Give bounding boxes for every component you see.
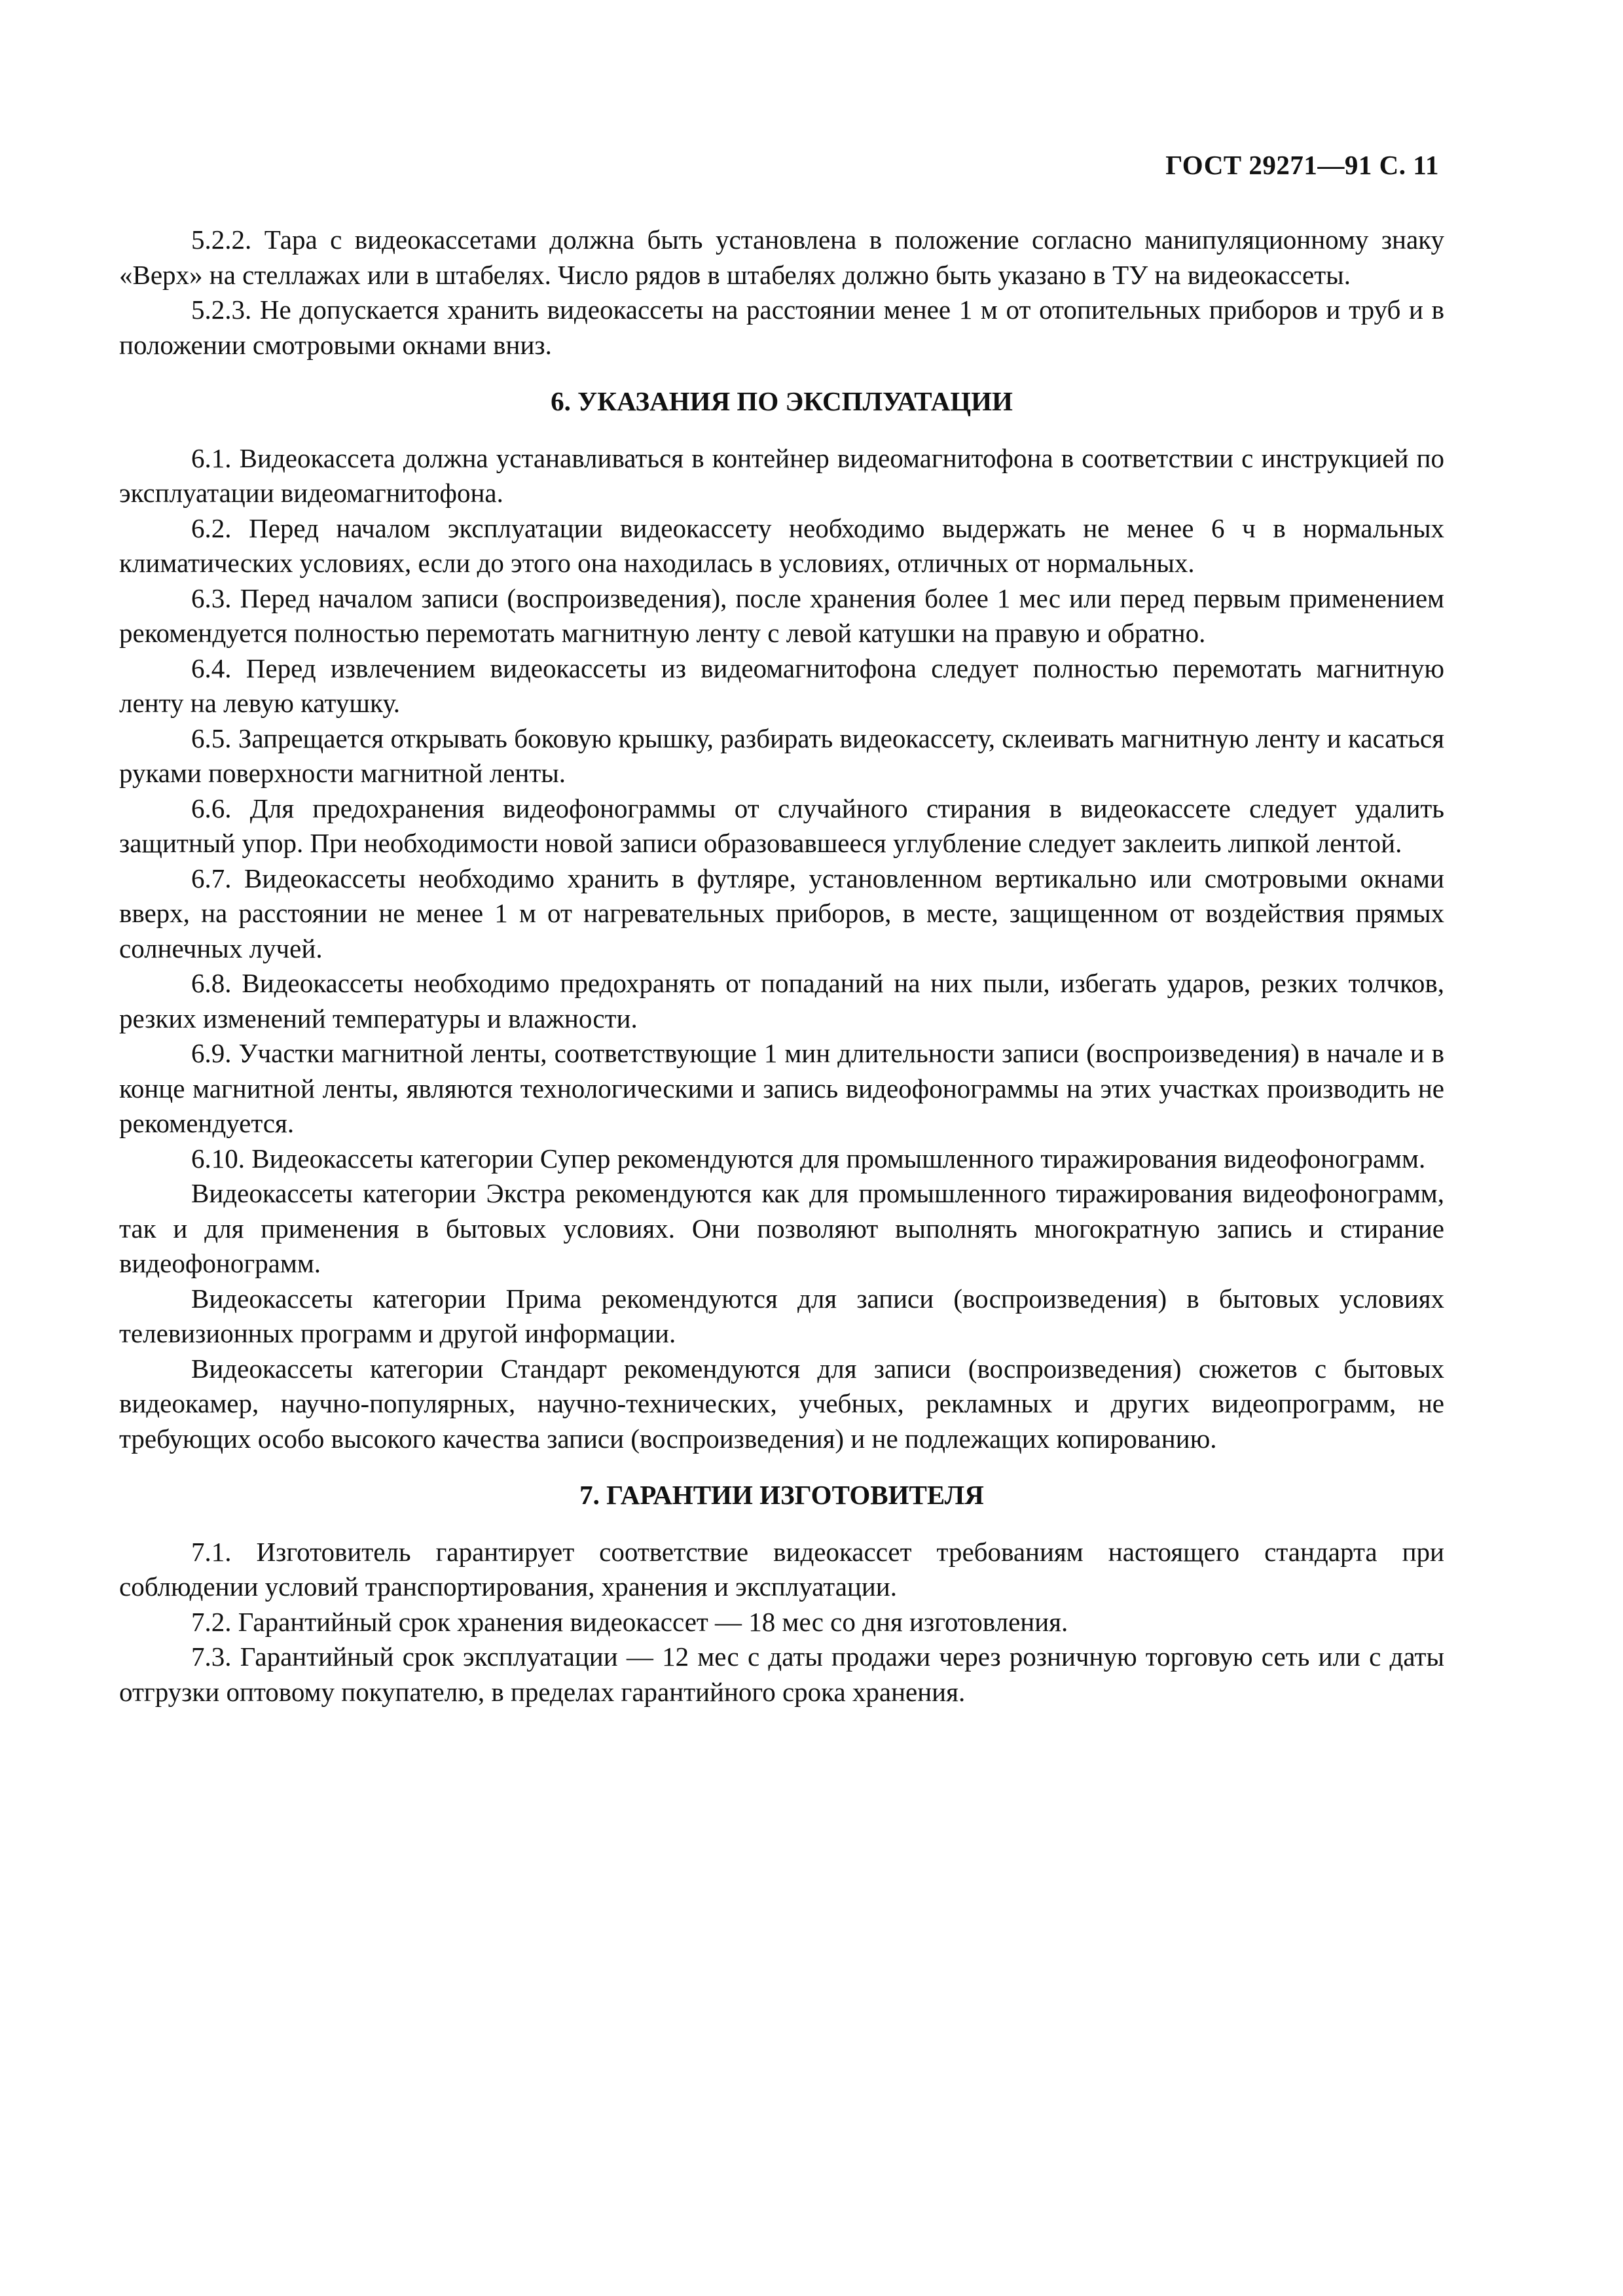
paragraph-6-10-extra: Видеокассеты категории Экстра рекомендуются как для промышленного тиражирования видеофонограмм, так и для применения в бытовых условиях. Они позволяют выполнять многократную запись и стирание видеофонограмм.: [119, 1178, 1444, 1278]
paragraph-7-1: 7.1. Изготовитель гарантирует соответствие видеокассет требованиям настоящего стандарта при соблюдении условий транспортирования, хранения и эксплуатации.: [119, 1536, 1444, 1602]
paragraph-6-8: 6.8. Видеокассеты необходимо предохранять от попаданий на них пыли, избегать ударов, резких толчков, резких изменений температуры и влажности.: [119, 968, 1444, 1033]
page-header: ГОСТ 29271—91 С. 11: [1165, 150, 1439, 180]
paragraph-6-1: 6.1. Видеокассета должна устанавливаться в контейнер видеомагнитофона в соответствии с инструкцией по эксплуатации видеомагнитофона.: [119, 442, 1444, 508]
document-body: [119, 223, 1444, 1710]
paragraph-6-5: 6.5. Запрещается открывать боковую крышку, разбирать видеокассету, склеивать магнитную ленту и касаться руками поверхности магнитной ленты.: [119, 723, 1444, 788]
paragraph-6-7: 6.7. Видеокассеты необходимо хранить в футляре, установленном вертикально или смотровыми окнами вверх, на расстоянии не менее 1 м от нагревательных приборов, в месте, защищенном от воздействия прямых солнечных лучей.: [119, 863, 1444, 963]
paragraph-5-2-3: 5.2.3. Не допускается хранить видеокассеты на расстоянии менее 1 м от отопительных приборов и труб и в положении смотровыми окнами вниз.: [119, 295, 1444, 360]
paragraph-6-2: 6.2. Перед началом эксплуатации видеокассету необходимо выдержать не менее 6 ч в нормальных климатических условиях, если до этого она находилась в условиях, отличных от нормальных.: [119, 512, 1444, 578]
section-7-title: 7. ГАРАНТИИ ИЗГОТОВИТЕЛЯ: [579, 1480, 984, 1510]
paragraph-6-3: 6.3. Перед началом записи (воспроизведения), после хранения более 1 мес или перед первым применением рекомендуется полностью перемотать магнитную ленту с левой катушки на правую и обратно.: [119, 583, 1444, 648]
section-6-title: 6. УКАЗАНИЯ ПО ЭКСПЛУАТАЦИИ: [551, 386, 1013, 416]
paragraph-6-10: 6.10. Видеокассеты категории Супер рекомендуются для промышленного тиражирования видеофонограмм.: [191, 1143, 1426, 1174]
paragraph-6-10-prima: Видеокассеты категории Прима рекомендуются для записи (воспроизведения) в бытовых условиях телевизионных программ и другой информации.: [119, 1283, 1444, 1348]
paragraph-6-10-standard: Видеокассеты категории Стандарт рекомендуются для записи (воспроизведения) сюжетов с бытовых видеокамер, научно-популярных, научно-технических, учебных, рекламных и других видеопрограмм, не требующих особо высокого качества записи (воспроизведения) и не подлежащих копированию.: [119, 1353, 1444, 1454]
paragraph-7-3: 7.3. Гарантийный срок эксплуатации — 12 мес с даты продажи через розничную торговую сеть или с даты отгрузки оптовому покупателю, в пределах гарантийного срока хранения.: [119, 1641, 1444, 1707]
paragraph-6-6: 6.6. Для предохранения видеофонограммы от случайного стирания в видеокассете следует удалить защитный упор. При необходимости новой записи образовавшееся углубление следует заклеить липкой лентой.: [119, 793, 1444, 858]
paragraph-6-9: 6.9. Участки магнитной ленты, соответствующие 1 мин длительности записи (воспроизведения) в начале и в конце магнитной ленты, являются технологическими и запись видеофонограммы на этих участках производить не рекомендуется.: [119, 1038, 1444, 1138]
paragraph-6-4: 6.4. Перед извлечением видеокассеты из видеомагнитофона следует полностью перемотать магнитную ленту на левую катушку.: [119, 653, 1444, 718]
paragraph-5-2-2: 5.2.2. Тара с видеокассетами должна быть установлена в положение согласно манипуляционному знаку «Верх» на стеллажах или в штабелях. Число рядов в штабелях должно быть указано в ТУ на видеокассеты.: [119, 224, 1444, 290]
paragraph-7-2: 7.2. Гарантийный срок хранения видеокассет — 18 мес со дня изготовления.: [191, 1606, 1068, 1637]
